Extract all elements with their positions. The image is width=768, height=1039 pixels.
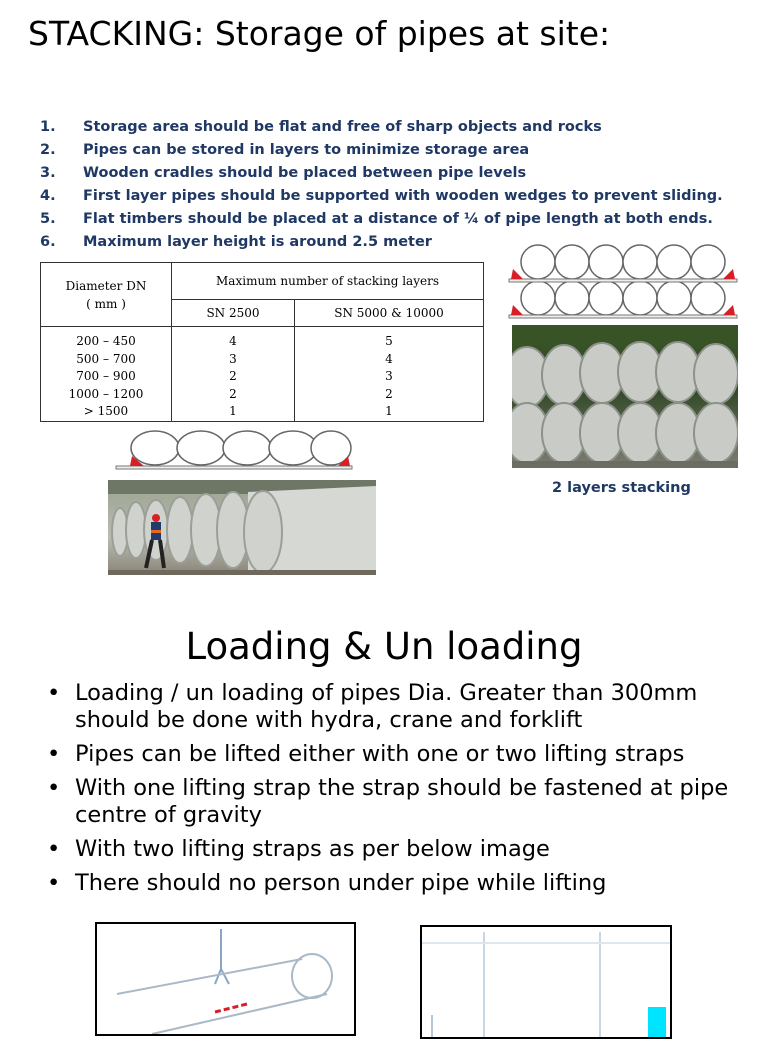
table-cell: 2 [385,386,393,401]
list-item [40,118,730,141]
table-cell: 4 [385,351,393,366]
table-cell: 1000 – 1200 [68,386,144,401]
loading-points-list [45,680,745,904]
diameter-column [41,327,172,422]
page-title: STACKING: Storage of pipes at site: [28,14,611,53]
two-layer-stack-drawing [505,240,740,320]
sn2500-column [172,327,295,422]
table-cell: 3 [385,369,393,383]
pipes-with-worker-illustration [108,480,376,575]
rule-number: 6. [40,234,56,250]
list-item [40,187,730,210]
list-item [40,210,730,233]
list-item: • Loading / un loading of pipes Dia. Greater than 300mm should be done with hydra, crane and forklift [45,680,745,734]
table-cell: 500 – 700 [76,351,136,366]
rule-text: Flat timbers should be placed at a distance of ¼ of pipe length at both ends. [83,211,713,227]
table-cell: 1 [229,404,237,418]
single-layer-stack-diagram [110,428,355,473]
two-layer-caption: 2 layers stacking [552,480,691,496]
rule-number: 5. [40,211,56,227]
table-cell: 2 [229,369,237,383]
single-layer-pipes-photo [108,480,376,575]
table-cell: 2 [229,386,237,401]
two-strap-lifting-drawing [422,927,670,1037]
table-cell: 700 – 900 [76,369,136,383]
rule-text: First layer pipes should be supported with wooden wedges to prevent sliding. [83,188,723,204]
sn5000-header: SN 5000 & 10000 [295,300,484,327]
rule-number: 1. [40,119,56,135]
stacking-layers-table [40,262,484,422]
single-strap-lifting-figure [95,922,356,1036]
list-item [40,141,730,164]
diameter-header-unit: ( mm ) [86,296,126,311]
rule-text: Storage area should be flat and free of sharp objects and rocks [83,119,602,135]
loading-section-title: Loading & Un loading [185,625,583,668]
list-item: • There should no person under pipe while lifting [45,870,745,897]
rule-text: Maximum layer height is around 2.5 meter [83,234,432,250]
list-item: • With one lifting strap the strap should be fastened at pipe centre of gravity [45,775,745,829]
table-cell: 5 [385,334,393,348]
rule-text: Pipes can be stored in layers to minimize storage area [83,142,530,158]
table-cell: 3 [229,351,237,366]
list-item [40,164,730,187]
table-cell: > 1500 [83,404,129,418]
list-item: • With two lifting straps as per below image [45,836,745,863]
list-item: • Pipes can be lifted either with one or two lifting straps [45,741,745,768]
rule-number: 3. [40,165,56,181]
two-layer-stack-photo [512,325,738,468]
sn5000-column [295,327,484,422]
table-cell: 1 [385,404,393,418]
stacking-rules-list [40,118,730,256]
rule-text: Wooden cradles should be placed between pipe levels [83,165,527,181]
rule-number: 2. [40,142,56,158]
table-cell: 4 [229,334,237,348]
pipe-ends-illustration [512,325,738,468]
diameter-header-label: Diameter DN [65,278,147,293]
table-cell: 200 – 450 [76,334,136,348]
sn2500-header: SN 2500 [172,300,295,327]
rule-number: 4. [40,188,56,204]
single-strap-lifting-drawing [97,924,354,1034]
stacking-layers-header: Maximum number of stacking layers [172,263,484,300]
two-strap-lifting-figure [420,925,672,1039]
diameter-header [41,263,172,327]
